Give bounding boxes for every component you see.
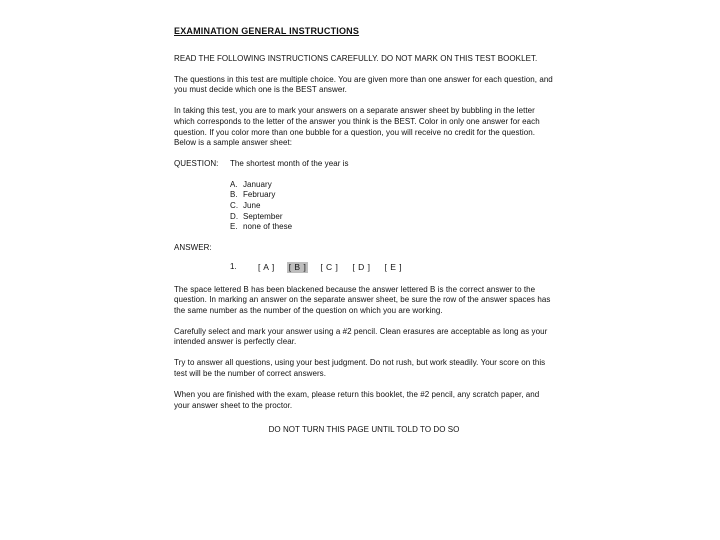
choice-text: none of these bbox=[243, 222, 293, 232]
instruction-paragraph-pencil: Carefully select and mark your answer using a #2 pencil. Clean erasures are acceptable as long as your intended answer is perfectly clear. bbox=[174, 326, 548, 347]
choice-text: January bbox=[243, 179, 272, 189]
choice-letter: D. bbox=[230, 211, 239, 221]
instruction-paragraph-warning: READ THE FOLLOWING INSTRUCTIONS CAREFULLY. DO NOT MARK ON THIS TEST BOOKLET. bbox=[174, 53, 538, 63]
sample-answer-row bbox=[230, 262, 554, 273]
instruction-paragraph-judgment: Try to answer all questions, using your best judgment. Do not rush, but work steadily. Your score on this test will be the number of correct answers. bbox=[174, 358, 546, 379]
choice-letter: E. bbox=[230, 222, 238, 232]
instruction-paragraph-return: When you are finished with the exam, please return this booklet, the #2 pencil, any scratch paper, and your answer sheet to the proctor. bbox=[174, 390, 540, 410]
question-text: The shortest month of the year is bbox=[230, 159, 349, 169]
sample-question bbox=[174, 159, 554, 170]
page-title: EXAMINATION GENERAL INSTRUCTIONS bbox=[174, 26, 360, 36]
answer-bubble-e: [ E ] bbox=[384, 261, 403, 272]
choice-item bbox=[230, 212, 554, 223]
instruction-paragraph-multiple-choice: The questions in this test are multiple choice. You are given more than one answer for each question, and you must decide which one is the BEST answer. bbox=[174, 74, 553, 95]
instructions-page bbox=[174, 26, 554, 436]
footer-notice: DO NOT TURN THIS PAGE UNTIL TOLD TO DO SO bbox=[268, 425, 460, 435]
choice-letter: C. bbox=[230, 201, 239, 211]
choice-text: June bbox=[243, 201, 261, 211]
answer-bubble-b: [ B ] bbox=[288, 261, 307, 272]
choice-list bbox=[230, 180, 554, 233]
choice-letter: B. bbox=[230, 190, 238, 200]
choice-letter: A. bbox=[230, 179, 238, 189]
instruction-paragraph-answer-sheet: In taking this test, you are to mark your answers on a separate answer sheet by bubbling in the letter which corresponds to the letter of the answer you think is the BEST. Color in only one answer for each question. If you color more than one bubble for a question, you will receive no credit for the question. Below is a sample answer sheet: bbox=[174, 106, 540, 148]
answer-number: 1. bbox=[230, 261, 237, 271]
answer-bubble-d: [ D ] bbox=[352, 261, 371, 272]
question-label: QUESTION: bbox=[174, 159, 219, 169]
instruction-paragraph-blackened: The space lettered B has been blackened because the answer lettered B is the correct answer to the question. In marking an answer on the separate answer sheet, be sure the row of the answer spaces has the same number as the number of the question on which you are working. bbox=[174, 284, 551, 315]
choice-item bbox=[230, 222, 554, 233]
choice-item bbox=[230, 180, 554, 191]
choice-item bbox=[230, 190, 554, 201]
answer-bubble-a: [ A ] bbox=[258, 261, 275, 272]
choice-text: September bbox=[243, 211, 283, 221]
choice-item bbox=[230, 201, 554, 212]
choice-text: February bbox=[243, 190, 276, 200]
answer-label: ANSWER: bbox=[174, 243, 212, 253]
answer-bubble-c: [ C ] bbox=[320, 261, 339, 272]
